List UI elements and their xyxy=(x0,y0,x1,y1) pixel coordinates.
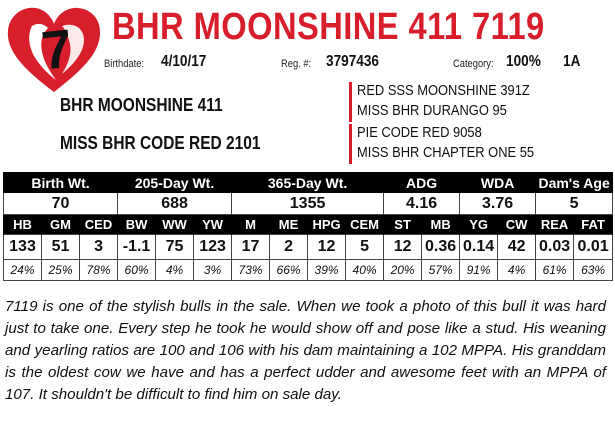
epd-header: WW xyxy=(156,215,194,235)
weights-value: 1355 xyxy=(232,193,384,215)
epd-header: CEM xyxy=(346,215,384,235)
epd-value: 2 xyxy=(270,235,308,260)
weights-value-row xyxy=(4,193,613,215)
epd-header: FAT xyxy=(574,215,613,235)
epd-percentile: 63% xyxy=(574,260,613,281)
lot-badge xyxy=(4,4,104,96)
epd-header: ME xyxy=(270,215,308,235)
epd-header: MB xyxy=(422,215,460,235)
birthdate-label: Birthdate: xyxy=(104,58,145,70)
weights-value: 3.76 xyxy=(460,193,536,215)
lot-number: 7 xyxy=(38,18,76,82)
dam-bracket xyxy=(349,124,352,164)
epd-value: 42 xyxy=(498,235,536,260)
epd-value: 0.01 xyxy=(574,235,613,260)
weights-value: 70 xyxy=(4,193,118,215)
epd-percentile: 61% xyxy=(536,260,574,281)
weights-header-row xyxy=(4,173,613,193)
epd-header: M xyxy=(232,215,270,235)
epd-header: CED xyxy=(80,215,118,235)
epd-header: HB xyxy=(4,215,42,235)
weights-header: WDA xyxy=(460,173,536,193)
epd-value: 51 xyxy=(42,235,80,260)
weights-value: 4.16 xyxy=(384,193,460,215)
epd-value: 5 xyxy=(346,235,384,260)
epd-percentile: 4% xyxy=(498,260,536,281)
dam-dam: MISS BHR CHAPTER ONE 55 xyxy=(357,144,535,161)
epd-header: YG xyxy=(460,215,498,235)
epd-value: 133 xyxy=(4,235,42,260)
epd-header: GM xyxy=(42,215,80,235)
sire-sire: RED SSS MOONSHINE 391Z xyxy=(357,82,530,99)
epd-value: 3 xyxy=(80,235,118,260)
epd-percentile: 60% xyxy=(118,260,156,281)
sire-bracket xyxy=(349,82,352,122)
dam-sire: PIE CODE RED 9058 xyxy=(357,124,482,141)
epd-percentile: 25% xyxy=(42,260,80,281)
category-label: Category: xyxy=(453,58,494,70)
epd-value: 12 xyxy=(384,235,422,260)
dam-name: MISS BHR CODE RED 2101 xyxy=(60,133,261,153)
epd-percentile: 39% xyxy=(308,260,346,281)
birthdate-value: 4/10/17 xyxy=(161,53,207,70)
category-value: 100% xyxy=(506,53,541,70)
sire-name: BHR MOONSHINE 411 xyxy=(60,95,223,115)
reg-label: Reg. #: xyxy=(281,58,312,70)
epd-percentile: 4% xyxy=(156,260,194,281)
weights-header: Dam's Age xyxy=(536,173,613,193)
reg-value: 3797436 xyxy=(326,53,379,70)
weights-value: 5 xyxy=(536,193,613,215)
epd-value: 17 xyxy=(232,235,270,260)
weights-header: 205-Day Wt. xyxy=(118,173,232,193)
epd-value: 12 xyxy=(308,235,346,260)
epd-header: CW xyxy=(498,215,536,235)
epd-percentile: 3% xyxy=(194,260,232,281)
epd-header: BW xyxy=(118,215,156,235)
epd-percentile: 24% xyxy=(4,260,42,281)
epd-header: HPG xyxy=(308,215,346,235)
epd-value-row xyxy=(4,235,613,260)
epd-percentile: 57% xyxy=(422,260,460,281)
weights-header: Birth Wt. xyxy=(4,173,118,193)
performance-table xyxy=(3,172,613,281)
epd-value: 0.36 xyxy=(422,235,460,260)
epd-header: ST xyxy=(384,215,422,235)
grade-value: 1A xyxy=(563,53,581,70)
sire-dam: MISS BHR DURANGO 95 xyxy=(357,102,507,119)
epd-percentile: 20% xyxy=(384,260,422,281)
weights-header: ADG xyxy=(384,173,460,193)
weights-value: 688 xyxy=(118,193,232,215)
epd-header-row xyxy=(4,215,613,235)
epd-value: 0.14 xyxy=(460,235,498,260)
epd-header: YW xyxy=(194,215,232,235)
epd-percentile: 78% xyxy=(80,260,118,281)
epd-value: -1.1 xyxy=(118,235,156,260)
epd-percentile: 40% xyxy=(346,260,384,281)
epd-header: REA xyxy=(536,215,574,235)
epd-percentile: 73% xyxy=(232,260,270,281)
epd-value: 123 xyxy=(194,235,232,260)
info-row xyxy=(0,52,615,72)
bull-name: BHR MOONSHINE 411 7119 xyxy=(112,6,545,48)
epd-percentile: 66% xyxy=(270,260,308,281)
lot-description: 7119 is one of the stylish bulls in the sale. When we took a photo of this bull it was hard just to take one. Every step he took he would show off and pose like a stud. His weaning and yearling ratios are 100 and 106 with his dam maintaining a 102 MPPA. His granddam is the oldest cow we have and has a perfect udder and awesome feet with an MPPA of 107. It shouldn't be difficult to find him on sale day. xyxy=(5,298,606,403)
epd-percentile-row xyxy=(4,260,613,281)
epd-value: 0.03 xyxy=(536,235,574,260)
weights-header: 365-Day Wt. xyxy=(232,173,384,193)
epd-percentile: 91% xyxy=(460,260,498,281)
epd-value: 75 xyxy=(156,235,194,260)
